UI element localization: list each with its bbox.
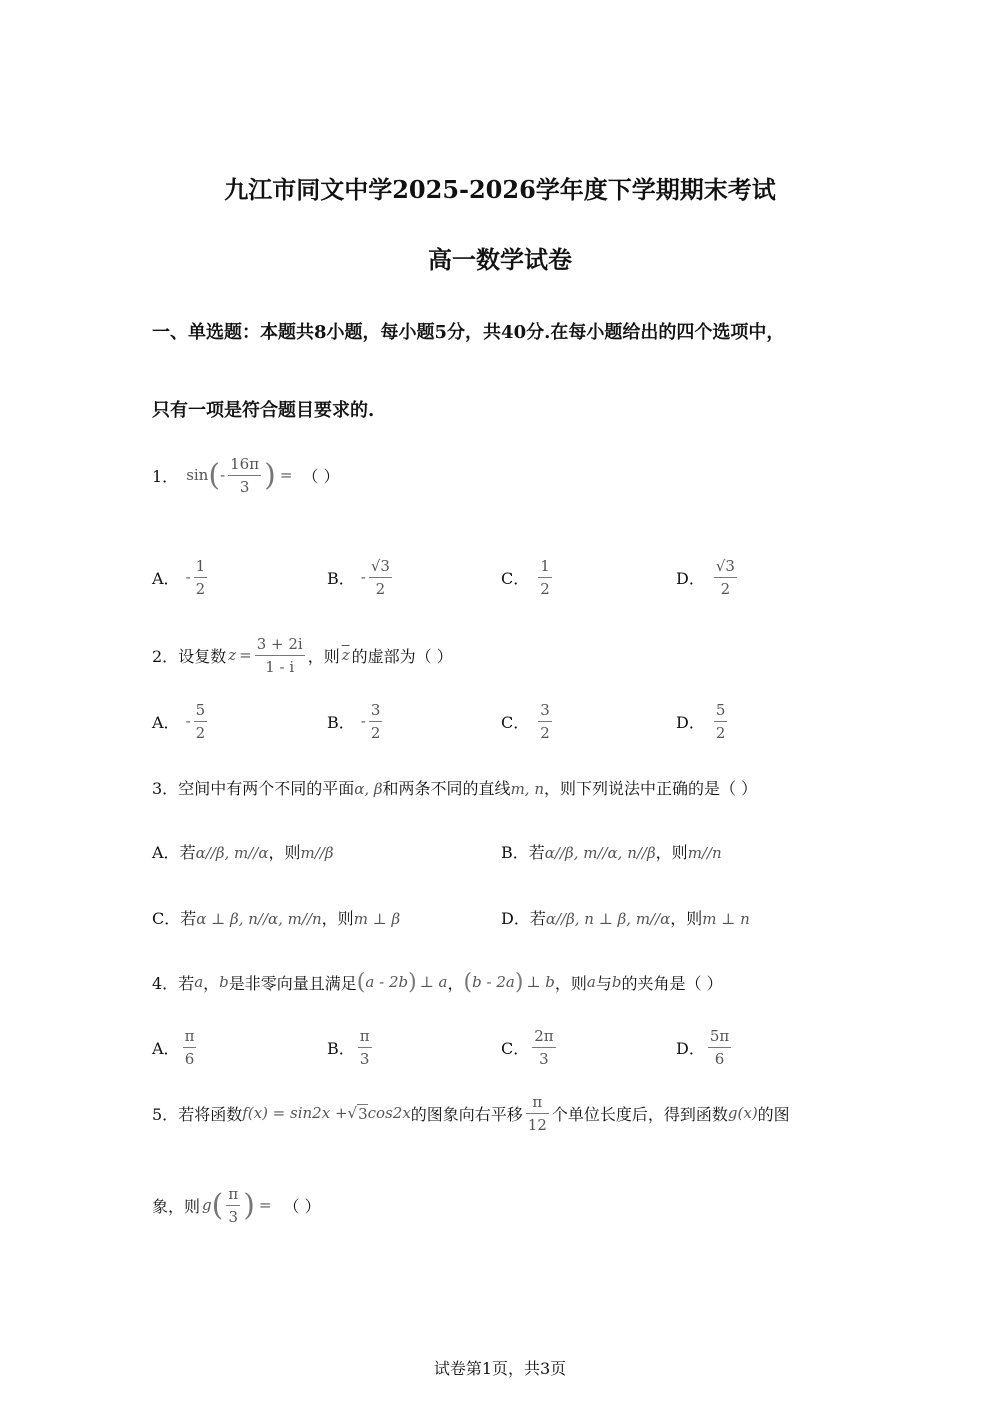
denominator: 2 <box>195 579 206 598</box>
option-b <box>327 1022 375 1072</box>
numerator: 5 <box>714 699 728 722</box>
denominator: 2 <box>540 579 550 598</box>
option-sign: - <box>360 568 366 586</box>
question-text: ， <box>447 973 464 993</box>
numerator: 1 <box>194 555 208 578</box>
option-c <box>152 906 400 929</box>
option-d <box>501 906 750 929</box>
option-label: B． <box>327 568 355 588</box>
question-text: 和两条不同的直线 <box>382 779 511 798</box>
denominator: 2 <box>540 723 550 742</box>
question-text: 若将函数 <box>178 1104 243 1124</box>
option-d <box>676 696 730 746</box>
paren-left: ( <box>208 457 221 493</box>
fraction <box>194 699 208 744</box>
option-b <box>327 552 395 602</box>
question-text: 若 <box>178 973 195 993</box>
option-a <box>152 552 210 602</box>
paren-left: ( <box>211 1187 224 1223</box>
question-3 <box>152 776 757 799</box>
page-footer: 试卷第1页，共3页 <box>433 1359 567 1378</box>
math-sign: - <box>220 466 226 484</box>
math-lines: m, n <box>510 780 544 798</box>
numerator: 2π <box>532 1025 555 1048</box>
question-text: ，则下列说法中正确的是（ ） <box>543 779 758 798</box>
math-conclusion: m//n <box>687 844 722 862</box>
option-sign: - <box>185 712 191 730</box>
option-label: A． <box>152 1038 180 1058</box>
numerator: √3 <box>714 555 737 578</box>
math-var: z <box>228 646 237 664</box>
numerator: π <box>526 1091 549 1114</box>
question-text: 是非零向量且满足 <box>228 973 357 993</box>
paren-right: ) <box>264 457 276 493</box>
option-d <box>676 1022 734 1072</box>
option-text: ，则 <box>321 909 354 928</box>
question-text: 的图象向右平移 <box>410 1104 523 1124</box>
fraction <box>714 555 737 600</box>
math-conclusion: m//β <box>300 844 334 862</box>
option-c <box>501 1022 559 1072</box>
fraction <box>708 1025 731 1070</box>
option-b <box>327 696 385 746</box>
exam-subtitle: 高一数学试卷 <box>428 245 572 274</box>
math-eq: = <box>258 1196 272 1214</box>
denominator: 6 <box>184 1049 195 1068</box>
question-4 <box>152 964 723 1000</box>
fraction <box>228 453 261 498</box>
question-text: 的图 <box>757 1104 790 1124</box>
option-a <box>152 1022 199 1072</box>
answer-blank: （ ） <box>302 466 340 486</box>
option-sign: - <box>185 568 191 586</box>
section-heading-line1: 一、单选题：本题共8小题，每小题5分，共40分.在每小题给出的四个选项中， <box>152 322 785 343</box>
question-5 <box>152 1090 790 1136</box>
fraction <box>194 555 208 600</box>
numerator: 5 <box>194 699 208 722</box>
denominator: 6 <box>714 1049 725 1068</box>
denominator: 2 <box>375 579 386 598</box>
math-var: a <box>194 973 204 991</box>
fraction <box>183 1025 197 1070</box>
denominator: 2 <box>715 723 726 742</box>
fraction <box>369 699 383 744</box>
question-number: 3． <box>152 779 179 798</box>
math-function: g(x) <box>727 1104 758 1122</box>
math-conclusion: m ⊥ n <box>702 910 750 928</box>
option-label: A． <box>152 843 180 862</box>
option-label: C． <box>501 568 530 588</box>
question-text: 空间中有两个不同的平面 <box>178 779 355 798</box>
fraction <box>358 1025 372 1070</box>
option-label: C． <box>501 712 530 732</box>
section-heading-line2: 只有一项是符合题目要求的. <box>152 400 375 421</box>
numerator: π <box>183 1025 197 1048</box>
math-condition: α//β, m//α, n//β <box>544 844 656 862</box>
option-text: 若 <box>179 843 196 862</box>
fraction <box>526 1091 549 1136</box>
math-var: b <box>219 973 229 991</box>
denominator: 2 <box>720 579 731 598</box>
option-sign: - <box>360 712 366 730</box>
option-c <box>501 552 555 602</box>
math-sqrt: 3 <box>358 1104 368 1123</box>
fraction <box>369 555 392 600</box>
denominator: 3 <box>239 477 250 496</box>
question-5-line2 <box>152 1180 321 1230</box>
question-number: 4． <box>152 973 179 993</box>
denominator: 1 - i <box>265 657 295 676</box>
math-sqrt-sign: √ <box>347 1104 358 1122</box>
denominator: 2 <box>195 723 206 742</box>
math-expr: ⊥ a <box>419 973 448 991</box>
option-a <box>152 840 334 863</box>
question-number: 1． <box>152 466 179 486</box>
math-condition: α ⊥ β, n//α, m//n <box>196 910 322 928</box>
option-text: 若 <box>529 909 546 928</box>
option-text: ，则 <box>268 843 301 862</box>
option-label: D． <box>676 1038 705 1058</box>
numerator: 1 <box>538 555 552 578</box>
question-text: ， <box>203 973 220 993</box>
fraction <box>538 555 552 600</box>
option-label: C． <box>501 1038 530 1058</box>
question-number: 5． <box>152 1104 179 1124</box>
question-text: 与 <box>595 973 612 993</box>
math-eq: = <box>279 466 293 484</box>
paren-left: ( <box>356 969 366 995</box>
denominator: 3 <box>228 1207 239 1226</box>
math-var: a <box>586 973 596 991</box>
math-condition: α//β, n ⊥ β, m//α <box>545 910 671 928</box>
paren-right: ) <box>408 969 417 995</box>
question-number: 2． <box>152 646 179 666</box>
math-expr: a - 2b <box>365 973 409 991</box>
fraction <box>532 1025 555 1070</box>
numerator: π <box>226 1183 240 1206</box>
math-eq: = <box>239 646 252 664</box>
option-label: B． <box>501 843 529 862</box>
option-b <box>501 840 722 863</box>
math-var: g <box>202 1196 212 1214</box>
denominator: 3 <box>539 1049 549 1068</box>
question-text: ，则 <box>307 646 340 666</box>
numerator: √3 <box>369 555 392 578</box>
paren-right: ) <box>514 969 524 995</box>
math-planes: α, β <box>354 780 383 798</box>
math-conclusion: m ⊥ β <box>353 910 401 928</box>
numerator: 3 <box>538 699 552 722</box>
question-text: 象，则 <box>152 1196 201 1216</box>
option-label: B． <box>327 1038 355 1058</box>
numerator: 16π <box>228 453 261 476</box>
paren-right: ) <box>243 1187 255 1223</box>
math-function-tail: cos2x <box>367 1104 411 1122</box>
fraction <box>714 699 728 744</box>
option-text: 若 <box>528 843 545 862</box>
numerator: π <box>358 1025 372 1048</box>
fraction <box>255 633 305 678</box>
option-text: ，则 <box>670 909 703 928</box>
math-conjugate: $\overline{z}$ <box>341 646 350 664</box>
option-label: A． <box>152 712 180 732</box>
question-2 <box>152 630 453 680</box>
option-label: D． <box>676 712 705 732</box>
question-text: 设复数 <box>178 646 227 666</box>
math-expr: b - 2a <box>472 973 515 991</box>
question-text: 个单位长度后，得到函数 <box>551 1104 728 1124</box>
paren-left: ( <box>463 969 473 995</box>
numerator: 3 <box>369 699 383 722</box>
option-label: B． <box>327 712 355 732</box>
denominator: 2 <box>370 723 381 742</box>
denominator: 12 <box>527 1115 547 1134</box>
question-1 <box>152 450 339 500</box>
numerator: 5π <box>708 1025 731 1048</box>
answer-blank: （ ） <box>283 1196 321 1216</box>
option-label: D． <box>676 568 705 588</box>
option-label: C． <box>152 909 181 928</box>
math-condition: α//β, m//α <box>195 844 269 862</box>
option-label: A． <box>152 568 180 588</box>
option-c <box>501 696 555 746</box>
math-expr: ⊥ b <box>526 973 555 991</box>
question-text: 的虚部为（ ） <box>351 646 453 666</box>
question-text: 的夹角是（ ） <box>621 973 723 993</box>
fraction <box>538 699 552 744</box>
math-fn: sin <box>186 466 209 484</box>
option-a <box>152 696 210 746</box>
math-var: b <box>611 973 622 991</box>
option-text: ，则 <box>655 843 688 862</box>
denominator: 3 <box>359 1049 370 1068</box>
fraction <box>226 1183 240 1228</box>
question-text: ，则 <box>554 973 587 993</box>
option-text: 若 <box>180 909 197 928</box>
math-function: f(x) = sin2x + <box>242 1104 348 1122</box>
exam-title: 九江市同文中学2025-2026学年度下学期期末考试 <box>224 175 776 204</box>
option-d <box>676 552 740 602</box>
option-label: D． <box>501 909 530 928</box>
numerator: 3 + 2i <box>255 633 305 656</box>
